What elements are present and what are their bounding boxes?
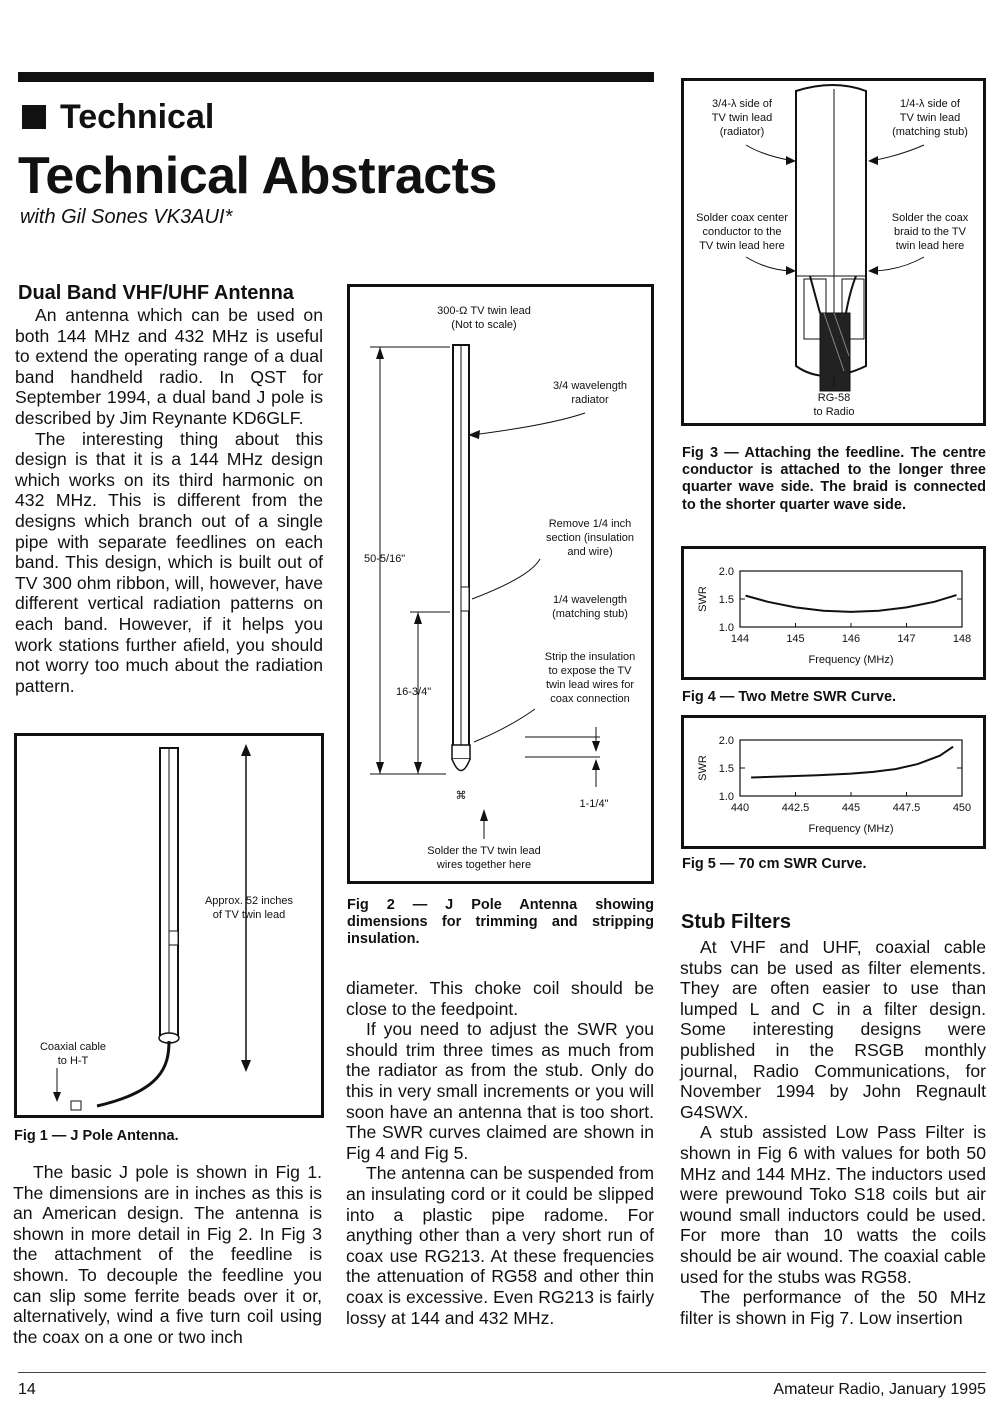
fig3-label: braid to the TV [894,226,966,238]
fig3-label: twin lead here [895,240,965,252]
fig3-label: 1/4-λ side of [900,98,960,110]
fig3-label: TV twin lead [899,112,961,124]
y-tick-label: 1.5 [718,763,734,775]
page-title: Technical Abstracts [18,147,497,205]
fig2-label: 50-5/16" [364,553,406,565]
fig3-label: Solder the coax [891,212,969,224]
paragraph: The performance of the 50 MHz filter is shown in Fig 7. Low insertion [680,1287,986,1328]
fig3-label: (radiator) [719,126,765,138]
fig2-label: coax connection [550,693,630,705]
figure-1-caption: Fig 1 — J Pole Antenna. [14,1128,179,1144]
plot-frame [740,740,962,796]
x-tick-label: 147 [897,633,916,645]
section-label: Technical [22,98,214,137]
fig1-label: Coaxial cable [39,1041,107,1053]
publication-info: Amateur Radio, January 1995 [773,1381,986,1398]
figure-5-caption: Fig 5 — 70 cm SWR Curve. [682,856,867,872]
y-axis-label: SWR [697,586,709,612]
fig2-label: 1/4 wavelength [553,594,627,606]
header-rule [18,72,654,82]
fig3-label: 3/4-λ side of [712,98,772,110]
fig1-label: Approx. 52 inches [204,895,294,907]
fig2-label: and wire) [567,546,613,558]
fig3-label: to Radio [813,406,855,418]
y-tick-label: 1.0 [718,622,734,634]
fig3-label: TV twin lead here [699,240,785,252]
fig2-label: section (insulation [545,532,635,544]
fig2-label: 300-Ω TV twin lead [437,305,531,317]
paragraph: The antenna can be suspended from an insulating cord or it could be slipped into a plastic pipe radome. For anything other than a very short run of coax use RG213. At these frequencies the attenuation of RG58 and other thin coax is excessive. Even RG213 is fairly lossy at 144 and 432 MHz. [346,1163,654,1328]
figure-3 [681,78,986,426]
article-heading: Stub Filters [681,911,792,933]
fig2-label: 3/4 wavelength [553,380,627,392]
x-tick-label: 146 [841,633,861,645]
y-tick-label: 1.0 [718,791,734,803]
fig2-label: to expose the TV [548,665,632,677]
figure-2 [347,284,654,884]
figure-4-chart [681,546,986,680]
fig2-label: wires together here [436,859,532,871]
x-tick-label: 145 [786,633,805,645]
fig2-label: Solder the TV twin lead [427,845,541,857]
swr-curve [751,747,953,778]
y-tick-label: 2.0 [718,566,734,578]
x-tick-label: 450 [952,802,972,814]
figure-4-caption: Fig 4 — Two Metre SWR Curve. [682,689,897,705]
fig3-label: Solder coax center [696,212,788,224]
page-number: 14 [18,1381,36,1398]
paragraph: The basic J pole is shown in Fig 1. The dimensions are in inches as this is an American design. The antenna is shown in more detail in Fig 2. In Fig 3 the attachment of the feedline is shown. To decouple the feedline you can slip some ferrite beads over it or, alternatively, wind a five turn coil using the coax on a one or two inch [13,1162,322,1347]
byline: with Gil Sones VK3AUI* [20,206,233,228]
swr-curve [746,595,957,612]
article-body-col2 [346,978,654,1328]
fig3-label: TV twin lead [711,112,773,124]
fig2-label: 16-3/4" [396,686,432,698]
paragraph: If you need to adjust the SWR you should trim three times as much from the radiator as from the stub. Only do this in very small increments or you will soon have an antenna that is too short. The SWR curves claimed are shown in Fig 4 and Fig 5. [346,1019,654,1163]
fig2-label: twin lead wires for [545,679,635,691]
y-tick-label: 2.0 [718,735,734,747]
twist-icon: ⌘ [455,790,467,802]
y-tick-label: 1.5 [718,594,734,606]
fig2-label: (Not to scale) [451,319,517,331]
x-tick-label: 440 [730,802,750,814]
footer-rule [18,1372,986,1373]
article-body-col1-bottom [13,1162,322,1347]
fig3-label: RG-58 [817,392,851,404]
x-axis-label: Frequency (MHz) [808,823,894,835]
x-tick-label: 447.5 [892,802,921,814]
fig2-label: radiator [571,394,609,406]
paragraph: diameter. This choke coil should be close to the feedpoint. [346,978,654,1019]
x-tick-label: 445 [841,802,861,814]
article-body-col1 [15,305,323,696]
fig1-label: of TV twin lead [212,909,286,921]
fig2-label: 1-1/4" [579,798,609,810]
x-axis-label: Frequency (MHz) [808,654,894,666]
x-tick-label: 442.5 [781,802,810,814]
fig2-label: Strip the insulation [544,651,636,663]
article-body-col3 [680,937,986,1328]
x-tick-label: 144 [730,633,750,645]
x-tick-label: 148 [952,633,972,645]
figure-2-caption: Fig 2 — J Pole Antenna showing dimensions for trimming and stripping insulation. [347,897,654,948]
fig2-label: (matching stub) [552,608,628,620]
square-bullet-icon [22,105,46,129]
fig2-label: Remove 1/4 inch [548,518,632,530]
paragraph: An antenna which can be used on both 144 MHz and 432 MHz is useful to extend the operating range of a dual band handheld radio. In QST for September 1994, a dual band J pole is described by Jim Reynante KD6GLF. [15,305,323,428]
figure-3-caption: Fig 3 — Attaching the feedline. The centre conductor is attached to the longer three quarter wave side. The braid is connected to the shorter quarter wave side. [682,445,986,513]
fig3-label: conductor to the [702,226,782,238]
paragraph: The interesting thing about this design is that it is a 144 MHz design which works on its third harmonic on 432 MHz. This is different from the designs which branch out of a single pipe with separate feedlines on each band. This design, which is built out of TV 300 ohm ribbon, will, however, have different vertical radiation patterns on each band. However, if it helps you work stations further afield, you should not worry too much about the radiation pattern. [15,428,323,696]
paragraph: At VHF and UHF, coaxial cable stubs can be used as filter elements. They are often easier to use than lumped L and C in a filter design. Some interesting designs were published in the RSGB monthly journal, Radio Communications, for November 1994 by John Regnault G4SWX. [680,937,986,1122]
y-axis-label: SWR [697,755,709,781]
article-heading: Dual Band VHF/UHF Antenna [18,282,294,304]
figure-5-chart [681,715,986,849]
paragraph: A stub assisted Low Pass Filter is shown in Fig 6 with values for both 50 MHz and 144 MHz. The inductors used were prewound Toko S18 coils but air wound small inductors could be used. For more than 10 watts the coils should be air wound. The coaxial cable used for the stubs was RG58. [680,1122,986,1287]
fig1-label: to H-T [57,1055,89,1067]
figure-1 [14,733,324,1118]
fig3-label: (matching stub) [892,126,968,138]
plot-frame [740,571,962,627]
